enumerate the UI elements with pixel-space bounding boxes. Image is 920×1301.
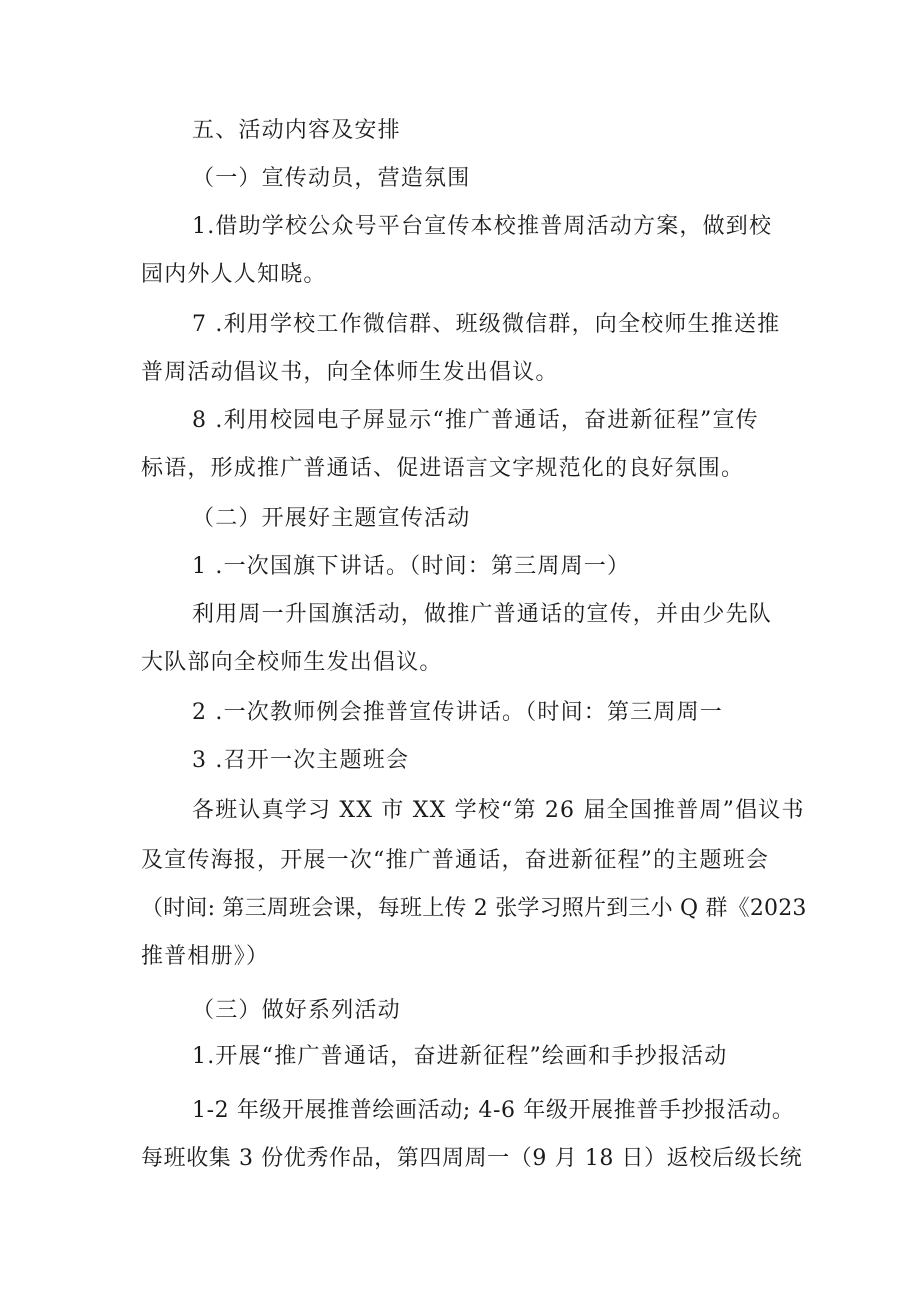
paragraph-line: 1.开展“推广普通话，奋进新征程”绘画和手抄报活动 — [192, 1044, 728, 1069]
paragraph-line: 大队部向全校师生发出倡议。 — [141, 650, 443, 675]
paragraph-line: 1 .一次国旗下讲话。（时间：第三周周一） — [192, 554, 631, 579]
paragraph-line: 普周活动倡议书，向全体师生发出倡议。 — [141, 360, 559, 385]
subsection-heading-publicity: （一）宣传动员，营造氛围 — [192, 166, 471, 191]
paragraph-line: 及宣传海报，开展一次“推广普通话，奋进新征程”的主题班会 — [141, 848, 770, 873]
paragraph-line: 3 .召开一次主题班会 — [192, 748, 410, 773]
paragraph-line: 2 .一次教师例会推普宣传讲话。（时间：第三周周一 — [192, 700, 723, 725]
paragraph-line: 各班认真学习 XX 市 XX 学校“第 26 届全国推普周”倡议书 — [192, 798, 805, 823]
paragraph-line: 利用周一升国旗活动，做推广普通话的宣传，并由少先队 — [192, 602, 773, 627]
section-heading-activities: 五、活动内容及安排 — [192, 118, 401, 143]
subsection-heading-theme: （二）开展好主题宣传活动 — [192, 506, 471, 531]
paragraph-line: 1-2 年级开展推普绘画活动; 4-6 年级开展推普手抄报活动。 — [192, 1098, 795, 1123]
paragraph-line: 7 .利用学校工作微信群、班级微信群，向全校师生推送推 — [192, 312, 781, 337]
paragraph-line: （时间: 第三周班会课，每班上传 2 张学习照片到三小 Q 群《2023 — [141, 896, 807, 921]
paragraph-line: 标语，形成推广普通话、促进语言文字规范化的良好氛围。 — [141, 456, 745, 481]
paragraph-line: 8 .利用校园电子屏显示“推广普通话，奋进新征程”宣传 — [192, 408, 759, 433]
paragraph-line: 推普相册》） — [141, 944, 270, 969]
paragraph-line: 1.借助学校公众号平台宣传本校推普周活动方案，做到校 — [192, 214, 773, 239]
paragraph-line: 每班收集 3 份优秀作品，第四周周一（9 月 18 日）返校后级长统 — [141, 1146, 803, 1171]
subsection-heading-series: （三）做好系列活动 — [192, 998, 401, 1023]
paragraph-line: 园内外人人知晓。 — [141, 262, 327, 287]
